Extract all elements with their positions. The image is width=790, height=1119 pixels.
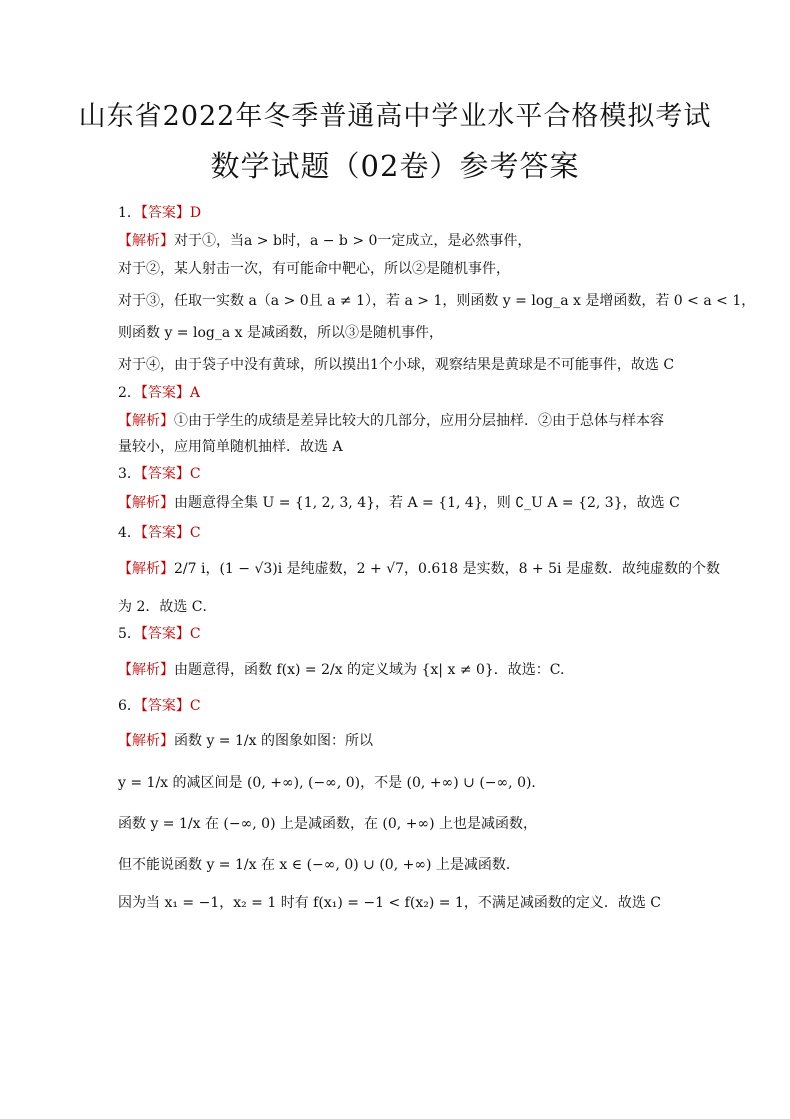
q5-answer: C [189,626,201,642]
q1-analysis-line [118,354,750,374]
q6-analysis-text-4: 但不能说函数 y = 1/x 在 x ∈ (−∞, 0) ∪ (0, +∞) 上是减函数． [118,857,520,873]
analysis-tag: 【解析】 [118,495,174,511]
q6-analysis-line [118,892,750,912]
q5-analysis-text-1: 由题意得，函数 f(x) = 2/x 的定义域为 {x| x ≠ 0}．故选：C. [174,662,565,678]
q5-number: 5． [118,626,141,642]
q6-answer-line [118,695,750,715]
q1-analysis-text-3: 对于③，任取一实数 a（a > 0且 a ≠ 1），若 a > 1，则函数 y = log_a x 是增函数，若 0 < a < 1， [118,293,756,309]
q6-answer: C [189,698,201,714]
q2-answer: A [189,385,201,401]
q4-number: 4． [118,525,141,541]
q4-analysis-text-1: 2/7 i，(1 − √3)i 是纯虚数，2 + √7，0.618 是实数，8 + 5i 是虚数．故纯虚数的个数 [174,561,720,577]
analysis-tag: 【解析】 [118,561,174,577]
q1-analysis-text-5: 对于④，由于袋子中没有黄球，所以摸出1个小球，观察结果是黄球是不可能事件，故选 C [118,357,675,373]
answer-tag: 【答案】 [140,205,190,221]
q4-answer: C [189,525,201,541]
q1-analysis-text-4: 则函数 y = log_a x 是减函数，所以③是随机事件， [118,325,443,341]
q6-number: 6． [118,698,141,714]
q6-analysis-line [118,813,750,833]
q1-analysis-line [118,290,756,310]
q2-analysis-text-2: 量较小，应用简单随机抽样．故选 A [118,439,343,455]
q4-answer-line [118,522,750,542]
q1-analysis-line [118,230,750,250]
q4-analysis-line [118,596,750,616]
q6-analysis-line [118,854,750,874]
q6-analysis-text-3: 函数 y = 1/x 在 (−∞, 0) 上是减函数，在 (0, +∞) 上也是减函数， [118,816,538,832]
q1-answer-line [118,202,750,222]
q2-analysis-line [118,410,750,430]
answer-tag: 【答案】 [140,385,190,401]
q3-answer-line [118,463,750,483]
analysis-tag: 【解析】 [118,733,174,749]
analysis-tag: 【解析】 [118,662,174,678]
q2-analysis-line [118,436,750,456]
q5-answer-line [118,623,750,643]
q6-analysis-line [118,772,750,792]
document-subtitle: 数学试题（02卷）参考答案 [210,149,580,183]
q6-analysis-text-5: 因为当 x₁ = −1，x₂ = 1 时有 f(x₁) = −1 < f(x₂) = 1，不满足减函数的定义．故选 C [118,895,661,911]
q4-analysis-text-2: 为 2．故选 C． [118,599,217,615]
q5-analysis-line [118,659,750,679]
answer-tag: 【答案】 [140,626,190,642]
q3-answer: C [189,466,201,482]
q6-analysis-line [118,730,750,750]
q1-analysis-text-2: 对于②，某人射击一次，有可能命中靶心，所以②是随机事件， [118,261,510,277]
q2-number: 2． [118,385,141,401]
q1-analysis-line [118,258,750,278]
q3-number: 3． [118,466,141,482]
q3-analysis-line [118,492,750,512]
answer-tag: 【答案】 [140,698,190,714]
q1-answer: D [189,205,202,221]
q6-analysis-text-2: y = 1/x 的减区间是 (0, +∞), (−∞, 0)，不是 (0, +∞) ∪ (−∞, 0)． [118,775,546,791]
q3-analysis-text-1: 由题意得全集 U = {1, 2, 3, 4}，若 A = {1, 4}，则 ∁_U A = {2, 3}，故选 C [174,495,680,511]
q4-analysis-line [118,558,750,578]
q2-answer-line [118,382,750,402]
q2-analysis-text-1: ①由于学生的成绩是差异比较大的几部分，应用分层抽样．②由于总体与样本容 [174,413,664,429]
q1-analysis-line [118,322,750,342]
q1-analysis-text-1: 对于①，当a > b时，a − b > 0一定成立，是必然事件， [174,233,532,249]
q6-analysis-text-1: 函数 y = 1/x 的图象如图：所以 [174,733,373,749]
answer-tag: 【答案】 [140,525,190,541]
answer-tag: 【答案】 [140,466,190,482]
q1-number: 1． [118,205,141,221]
analysis-tag: 【解析】 [118,233,174,249]
analysis-tag: 【解析】 [118,413,174,429]
exam-title: 山东省2022年冬季普通高中学业水平合格模拟考试 [78,101,712,132]
